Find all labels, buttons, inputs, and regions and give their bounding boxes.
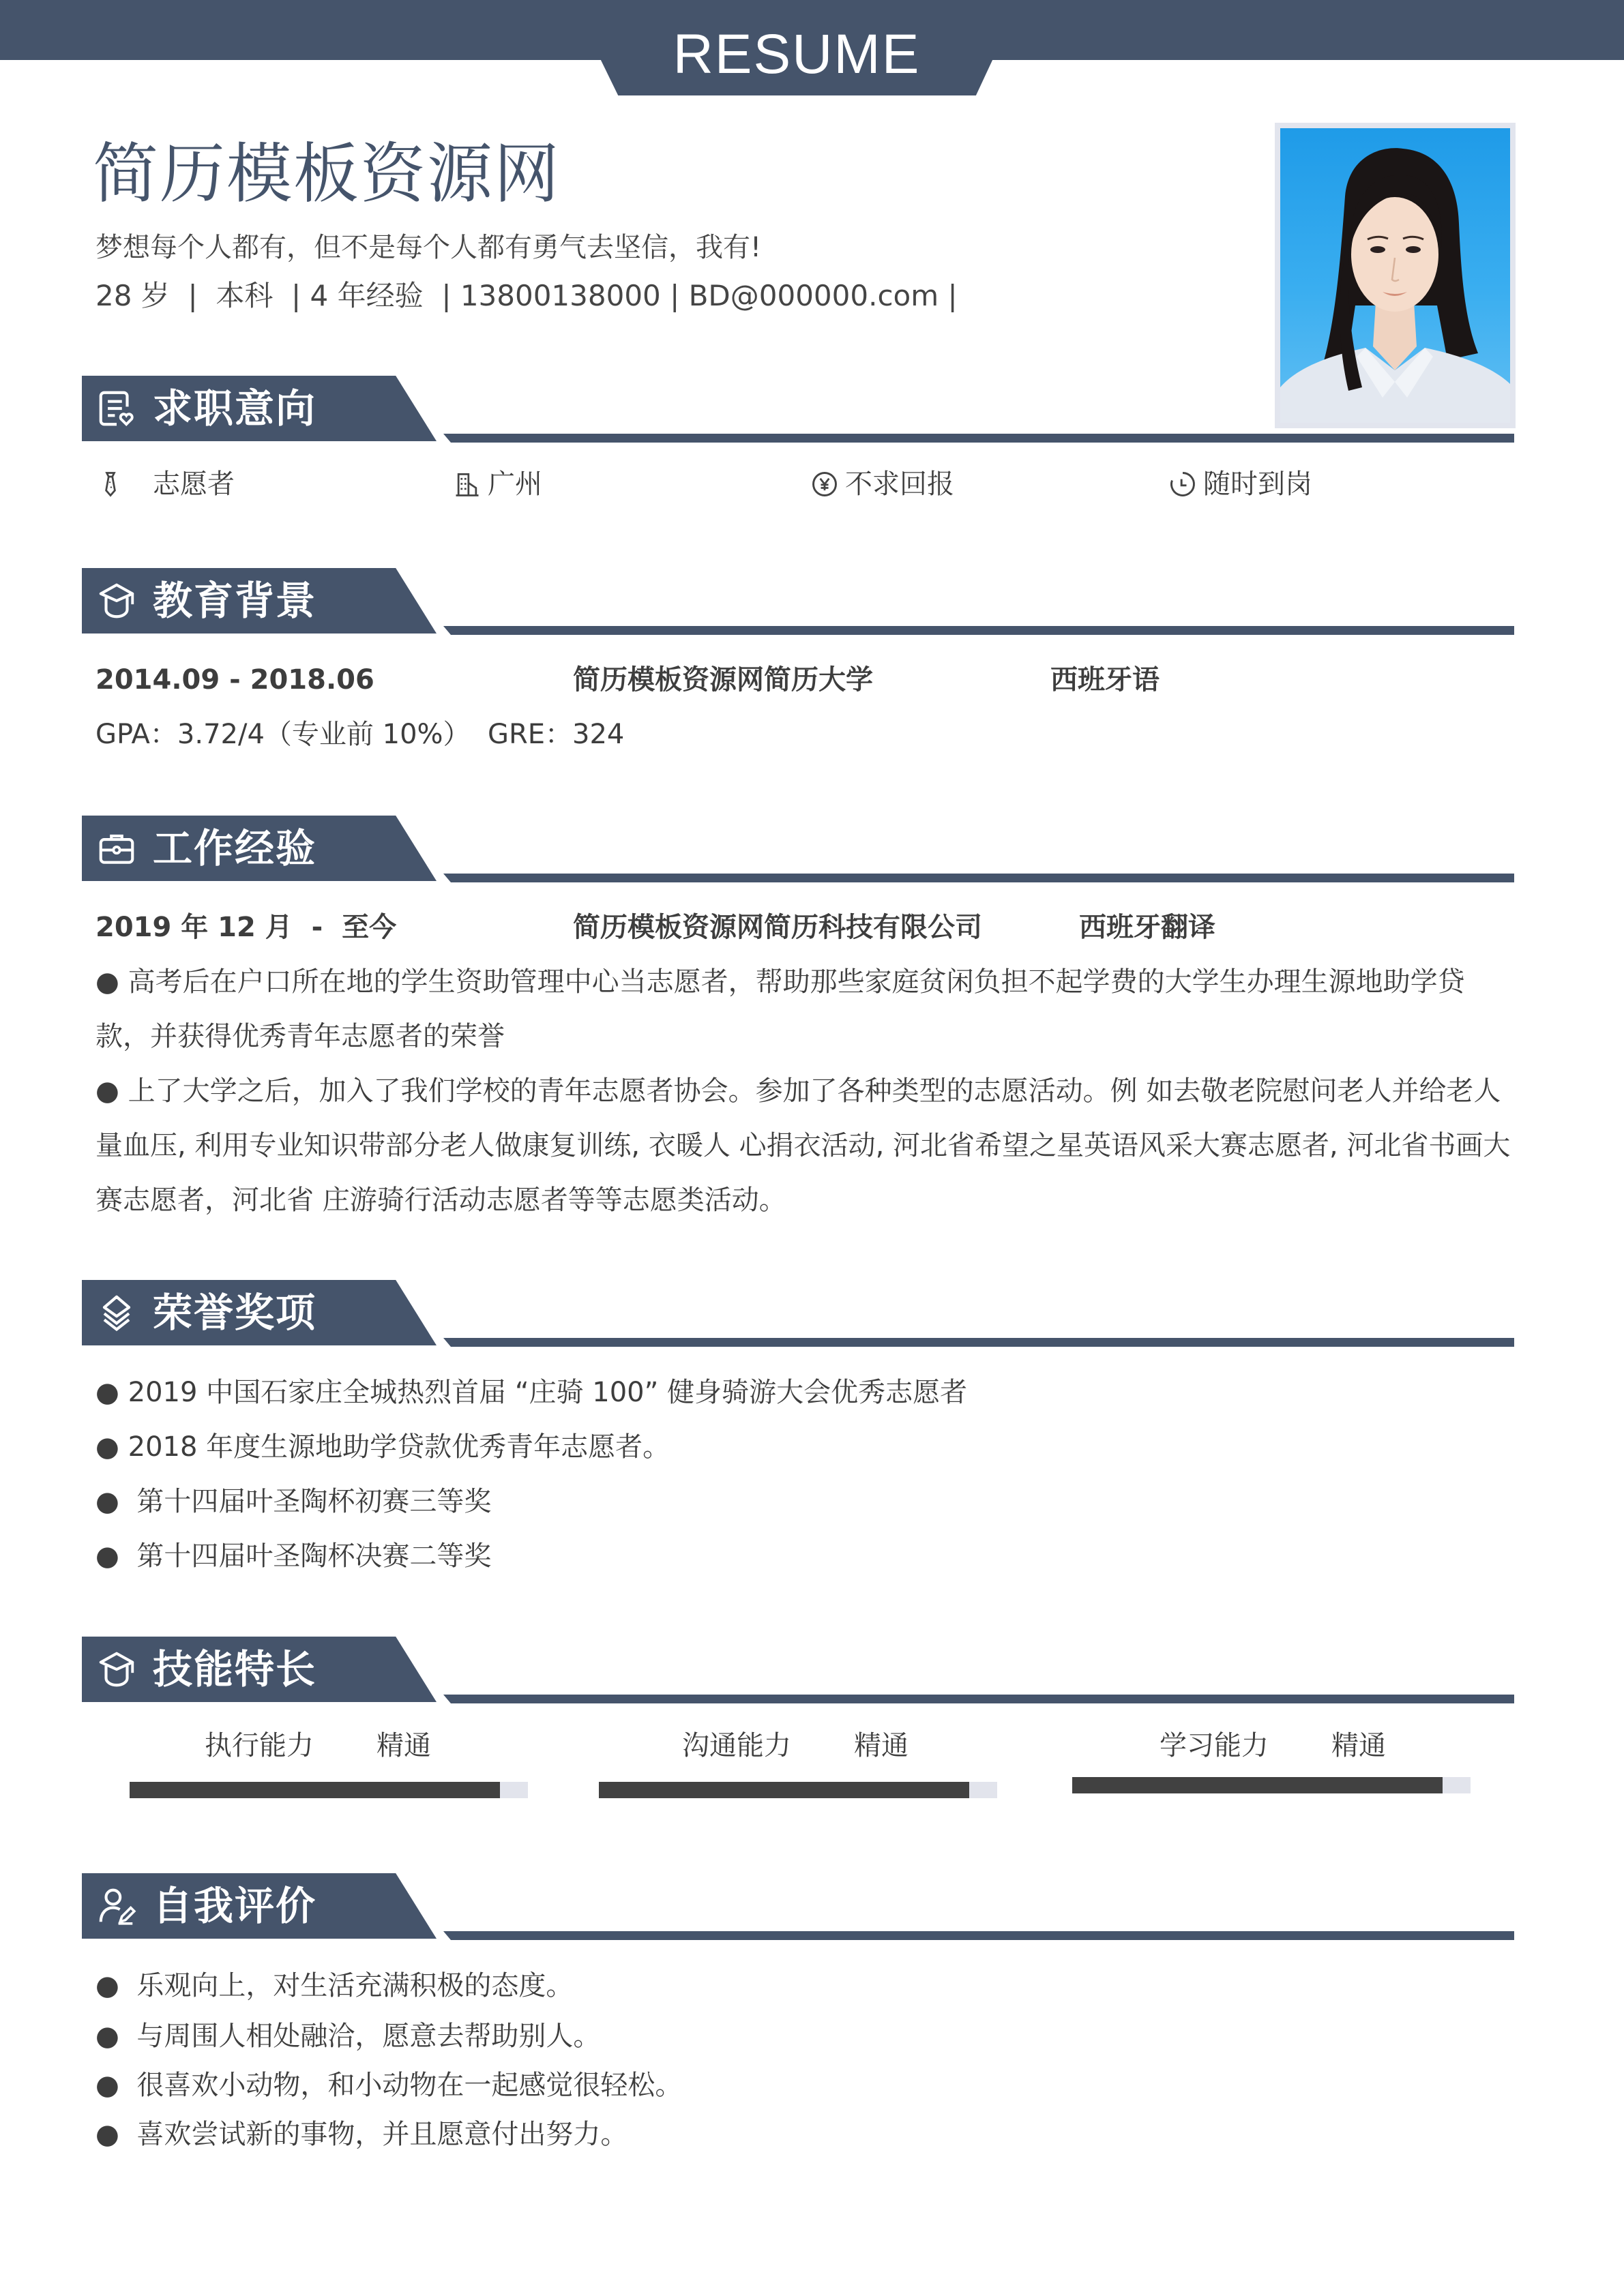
section-title-self-eval-wrap [95,1873,316,1939]
resume-title: RESUME [673,23,921,85]
intent-item-salary [810,464,954,505]
honor-item: ● 第十四届叶圣陶杯决赛二等奖 [95,1540,492,1572]
skill-name: 沟通能力 [682,1730,791,1761]
tie-icon [95,469,126,499]
skill-level: 精通 [1331,1730,1386,1761]
work-bullet: ● 高考后在户口所在地的学生资助管理中心当志愿者，帮助那些家庭贫闲负担不起学费的大学生办理生源地助学贷款，并获得优秀青年志愿者的荣誉 [95,966,1465,1052]
intent-item-availability [1168,464,1312,505]
section-rule-honors [443,1338,1514,1347]
section-title: 教育背景 [153,578,317,624]
section-rule-self-eval [443,1931,1514,1940]
education-period: 2014.09 - 2018.06 [95,664,374,696]
intent-item-city [452,464,542,505]
section-rule-education [443,626,1514,635]
section-title-education-wrap [95,568,316,633]
skill-bar-fill [130,1782,500,1798]
skill-level: 精通 [377,1730,431,1761]
section-title: 求职意向 [153,385,317,432]
section-title-work-wrap [95,816,316,881]
work-period: 2019 年 12 月 - 至今 [95,912,397,943]
portrait-photo [1280,128,1510,423]
section-title: 自我评价 [153,1883,317,1929]
resume-heart-icon [95,387,138,430]
candidate-name: 简历模板资源网 [93,136,561,212]
section-rule-work [443,874,1514,882]
section-rule-intent [443,434,1514,443]
section-title-honors-wrap [95,1280,316,1345]
yen-coin-icon [810,469,840,499]
intent-item-role [95,464,235,505]
work-bullet: ● 上了大学之后，加入了我们学校的青年志愿者协会。参加了各种类型的志愿活动。例 如去敬老院慰问老人并给老人量血压, 利用专业知识带部分老人做康复训练, 衣暖人 心捐衣活动, 河北省希望之星英语风采大赛志愿者, 河北省书画大赛志愿者，河北省 庄游骑行活动志愿者等等志愿类活动。 [95,1075,1511,1216]
briefcase-icon [95,827,138,869]
honor-item: ● 第十四届叶圣陶杯初赛三等奖 [95,1486,492,1517]
self-eval-item: ● 乐观向上，对生活充满积极的态度。 [95,1970,574,2001]
honor-item: ● 2019 中国石家庄全城热烈首届 “庄骑 100” 健身骑游大会优秀志愿者 [95,1377,968,1408]
portrait-icon [1280,128,1510,423]
skill-bar-fill [599,1782,969,1798]
section-title-skills-wrap [95,1637,316,1702]
section-title-intent-wrap [95,376,316,441]
self-eval-item: ● 与周围人相处融洽，愿意去帮助别人。 [95,2021,601,2052]
skill-bar-track [130,1782,528,1798]
education-scores: GPA：3.72/4（专业前 10%） GRE：324 [95,719,625,750]
self-eval-item: ● 喜欢尝试新的事物，并且愿意付出努力。 [95,2119,628,2150]
skill-level: 精通 [854,1730,909,1761]
intent-city-label: 广州 [488,468,542,500]
work-company: 简历模板资源网简历科技有限公司 [573,912,982,943]
skill-name: 执行能力 [205,1730,314,1761]
education-school: 简历模板资源网简历大学 [573,664,873,696]
work-role: 西班牙翻译 [1079,912,1215,943]
section-title: 技能特长 [153,1646,317,1693]
skill-bar-track [599,1782,997,1798]
section-rule-skills [443,1695,1514,1703]
layers-icon [95,1292,138,1334]
intent-availability-label: 随时到岗 [1203,468,1312,500]
section-title: 荣誉奖项 [153,1289,317,1336]
skill-bar-track [1072,1777,1471,1793]
skill-bar-fill [1072,1777,1443,1793]
intent-role-label: 志愿者 [153,468,235,500]
section-title: 工作经验 [153,825,317,871]
education-major: 西班牙语 [1050,664,1160,696]
clock-icon [1168,469,1198,499]
basic-info-line: 28 岁 | 本科 | 4 年经验 | 13800138000 | BD@000000.com | [95,279,958,312]
motto: 梦想每个人都有，但不是每个人都有勇气去坚信，我有! [95,232,762,263]
building-icon [452,469,482,499]
user-edit-icon [95,1885,138,1927]
graduation-cap-icon [95,1648,138,1690]
honor-item: ● 2018 年度生源地助学贷款优秀青年志愿者。 [95,1431,670,1463]
skill-name: 学习能力 [1160,1730,1269,1761]
self-eval-item: ● 很喜欢小动物，和小动物在一起感觉很轻松。 [95,2070,683,2101]
intent-salary-label: 不求回报 [845,468,954,500]
graduation-cap-icon [95,580,138,622]
